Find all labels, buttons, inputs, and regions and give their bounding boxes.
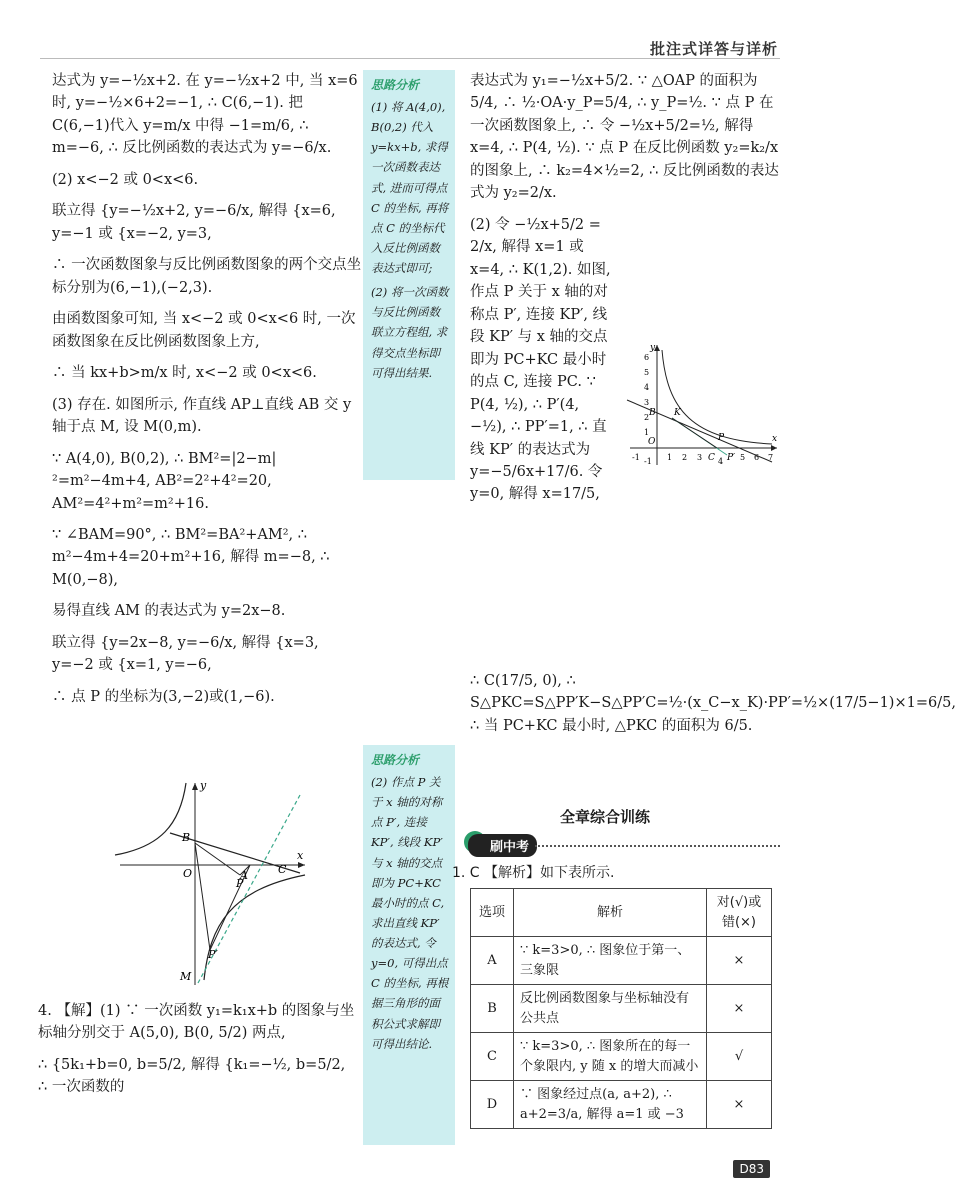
y-tick: 6: [644, 353, 650, 362]
text-line: ∴ {5k₁+b=0, b=5/2, 解得 {k₁=−½, b=5/2, ∴ 一次函数的: [38, 1056, 346, 1096]
table-cell: A: [471, 937, 514, 985]
dotted-divider: [535, 845, 780, 847]
text-line: 联立得 {y=−½x+2, y=−6/x, 解得 {x=6, y=−1 或 {x=−2, y=3,: [52, 203, 336, 242]
table-cell: D: [471, 1081, 514, 1129]
text-line: ∴ 一次函数图象与反比例函数图象的两个交点坐标分别为(6,−1),(−2,3).: [52, 257, 362, 296]
label-y: y: [650, 343, 656, 353]
section-badge: 刷中考: [468, 834, 537, 857]
sidebar-text: (2) 将一次函数与反比例函数联立方程组, 求得交点坐标即可得出结果.: [371, 285, 449, 380]
table-cell: ×: [707, 985, 772, 1033]
x-tick: -1: [632, 453, 640, 462]
right-column-continued: [470, 670, 956, 746]
label-K: K: [674, 408, 681, 418]
text-line: 易得直线 AM 的表达式为 y=2x−8.: [52, 603, 286, 620]
table-cell: 反比例函数图象与坐标轴没有公共点: [514, 985, 707, 1033]
table-cell: √: [707, 1033, 772, 1081]
analysis-sidebar-2: [363, 745, 455, 1145]
label-C: C: [278, 863, 287, 876]
question-1-header: 1. C 【解析】如下表所示.: [452, 865, 615, 881]
y-tick: -1: [644, 457, 652, 466]
table-row: [471, 1033, 772, 1081]
table-cell: C: [471, 1033, 514, 1081]
y-tick: 5: [644, 368, 650, 377]
table-cell: ∵ k=3>0, ∴ 图象位于第一、三象限: [514, 937, 707, 985]
header-cell: 对(√)或错(×): [707, 889, 772, 937]
left-column: [52, 70, 362, 717]
label-B: B: [182, 831, 191, 844]
table-cell: B: [471, 985, 514, 1033]
text-line: ∴ 点 P 的坐标为(3,−2)或(1,−6).: [52, 688, 275, 705]
x-tick: 3: [697, 453, 703, 462]
table-cell: ×: [707, 1081, 772, 1129]
label-y: y: [200, 779, 207, 792]
label-B: B: [649, 408, 656, 418]
sidebar-text: (2) 作点 P 关于 x 轴的对称点 P′, 连接 KP′, 线段 KP′ 与 x 轴的交点即为 PC+KC 最小时的点 C, 求出直线 KP′ 的表达式, 令 y=0, 可得出点 C 的坐标, 再根据三角形的面积公式求解即可得出结论.: [371, 775, 449, 1051]
table-row: [471, 1081, 772, 1129]
answer-table: [470, 888, 772, 1129]
text-line: ∵ ∠BAM=90°, ∴ BM²=BA²+AM², ∴ m²−4m+4=20+m²+16, 解得 m=−8, ∴ M(0,−8),: [52, 526, 330, 588]
header-divider: [40, 58, 780, 59]
text-line: 表达式为 y₁=−½x+5/2. ∵ △OAP 的面积为 5/4, ∴ ½·OA·y_P=5/4, ∴ y_P=½. ∵ 点 P 在一次函数图象上, ∴ 令 −½x+5/2=½, 解得 x=4, ∴ P(4, ½). ∵ 点 P 在反比例函数 y₂=k₂/x 的图象上, ∴ k₂=4×½=2, ∴ 反比例函数的表达式为 y₂=2/x.: [470, 73, 779, 202]
label-O: O: [183, 867, 193, 880]
x-tick: 2: [682, 453, 688, 462]
table-header-row: [471, 889, 772, 937]
label-P: P: [718, 433, 725, 443]
x-tick: 7: [768, 453, 774, 462]
y-tick: 2: [644, 413, 650, 422]
x-tick: 1: [667, 453, 673, 462]
label-P: P: [236, 877, 244, 890]
x-tick: 6: [754, 453, 760, 462]
text-line: 由函数图象可知, 当 x<−2 或 0<x<6 时, 一次函数图象在反比例函数图象上方,: [52, 311, 356, 350]
y-tick: 1: [644, 428, 650, 437]
table-cell: ∵ 图象经过点(a, a+2), ∴ a+2=3/a, 解得 a=1 或 −3: [514, 1081, 707, 1129]
table-row: [471, 985, 772, 1033]
analysis-sidebar-1: [363, 70, 455, 480]
text-line: (3) 存在. 如图所示, 作直线 AP⊥直线 AB 交 y 轴于点 M, 设 M(0,m).: [52, 396, 352, 436]
question-4-block: [38, 1000, 358, 1108]
text-line: (2) 令 −½x+5/2 = 2/x, 解得 x=1 或 x=4, ∴ K(1,2). 如图, 作点 P 关于 x 轴的对称点 P′, 连接 KP′, 线段 KP′ 与 x 轴的交点即为 PC+KC 最小时的点 C, 连接 PC. ∵ P(4, ½), ∴ P′(4, −½), ∴ PP′=1, ∴ 直线 KP′ 的表达式为 y=−5/6x+17/6. 令 y=0, 解得 x=17/5,: [470, 216, 611, 503]
label-x: x: [297, 849, 304, 862]
table-cell: ×: [707, 937, 772, 985]
text-line: ∴ 当 kx+b>m/x 时, x<−2 或 0<x<6.: [52, 365, 317, 382]
header-cell: 选项: [471, 889, 514, 937]
y-tick: 4: [644, 383, 650, 392]
y-tick: 3: [644, 398, 650, 407]
graph-figure-1: [100, 775, 340, 990]
sidebar-text: (1) 将 A(4,0), B(0,2) 代入 y=kx+b, 求得一次函数表达式, 进而可得点 C 的坐标, 再将点 C 的坐标代入反比例函数表达式即可;: [371, 100, 449, 275]
hyperbola-branch-upper: [115, 783, 186, 855]
text-line: ∴ C(17/5, 0), ∴ S△PKC=S△PP′K−S△PP′C=½·(x_C−x_K)·PP′=½×(17/5−1)×1=6/5, ∴ 当 PC+KC 最小时, △PKC 的面积为 6/5.: [470, 673, 956, 734]
label-P-prime: P′: [727, 453, 736, 463]
line-BM: [195, 843, 210, 950]
header-cell: 解析: [514, 889, 707, 937]
label-M: M: [180, 970, 192, 983]
page-number: D83: [733, 1160, 770, 1178]
label-C: C: [708, 453, 715, 463]
text-line: ∵ A(4,0), B(0,2), ∴ BM²=|2−m|²=m²−4m+4, AB²=2²+4²=20, AM²=4²+m²=m²+16.: [52, 450, 277, 512]
x-tick: 4: [718, 457, 724, 466]
sidebar-title: 思路分析: [371, 753, 420, 767]
text-line: 联立得 {y=2x−8, y=−6/x, 解得 {x=3, y=−2 或 {x=1, y=−6,: [52, 634, 319, 674]
label-x: x: [772, 434, 778, 444]
text-line: (2) x<−2 或 0<x<6.: [52, 171, 199, 188]
graph-figure-2: [622, 340, 782, 470]
x-tick: 5: [740, 453, 746, 462]
label-P-prime: P′: [208, 948, 218, 961]
table-row: [471, 937, 772, 985]
page-header: 批注式详答与详析: [649, 40, 778, 58]
hyperbola: [662, 350, 772, 444]
label-A: A: [240, 869, 248, 882]
table-cell: ∵ k=3>0, ∴ 图象所在的每一个象限内, y 随 x 的增大而减小: [514, 1033, 707, 1081]
text-line: 达式为 y=−½x+2. 在 y=−½x+2 中, 当 x=6 时, y=−½×6+2=−1, ∴ C(6,−1). 把 C(6,−1)代入 y=m/x 中得 −1=m/6, ∴ m=−6, ∴ 反比例函数的表达式为 y=−6/x.: [52, 73, 358, 157]
section-title: 全章综合训练: [560, 808, 651, 826]
label-O: O: [648, 437, 656, 447]
sidebar-title: 思路分析: [371, 78, 420, 92]
hyperbola-branch-lower: [204, 875, 305, 980]
text-line: 4. 【解】(1) ∵ 一次函数 y₁=k₁x+b 的图象与坐标轴分别交于 A(5,0), B(0, 5/2) 两点,: [38, 1003, 355, 1042]
